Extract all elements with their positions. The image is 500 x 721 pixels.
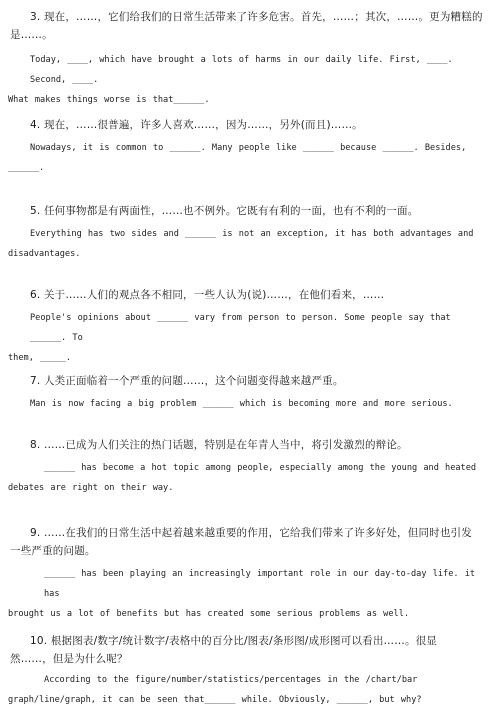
english-line: them, _____. [8,353,72,363]
chinese-line: 4. 现在，……很普遍，许多人喜欢……，因为……，另外(而且)……。 [30,119,363,131]
template-item-7 [0,372,500,414]
english-line: graph/line/graph, it can be seen that______ while. Obviously, ______, but why? [8,695,422,705]
chinese-text [0,116,500,134]
english-line: According to the figure/number/statistics/percentages in the /chart/bar [44,675,418,685]
chinese-text [0,286,500,304]
chinese-line: 8. ……已成为人们关注的热门话题，特别是在年青人当中，将引发激烈的辩论。 [30,439,408,451]
english-text [0,138,500,178]
english-line: brought us a lot of benefits but has created some serious problems as well. [8,609,410,619]
chinese-text [0,524,500,560]
english-line: ______. [8,163,45,173]
english-line: ______ has become a hot topic among people, especially among the young and heated [44,463,477,473]
chinese-line: 是……。 [10,29,53,41]
template-item-3 [0,8,500,110]
chinese-line: 一些严重的问题。 [10,545,96,557]
template-item-8 [0,436,500,498]
template-item-4 [0,116,500,178]
english-line: disadvantages. [8,249,81,259]
english-line: People's opinions about ______ vary from person to person. Some people say that ______. To [30,313,451,343]
template-item-9 [0,524,500,624]
chinese-text [0,436,500,454]
english-line: Nowadays, it is common to ______. Many people like ______ because ______. Besides, [30,143,467,153]
english-text [0,564,500,624]
english-line: What makes things worse is that______. [8,95,210,105]
chinese-line: 9. ……在我们的日常生活中起着越来越重要的作用，它给我们带来了许多好处，但同时也引发 [30,527,472,539]
english-text [0,224,500,264]
template-item-6 [0,286,500,368]
template-item-5 [0,202,500,264]
english-line: debates are right on their way. [8,483,174,493]
chinese-line: 然……，但是为什么呢？ [10,653,128,665]
chinese-text [0,632,500,668]
english-line: Man is now facing a big problem ______ which is becoming more and more serious. [30,399,453,409]
chinese-line: 6. 关于……人们的观点各不相同，一些人认为(说)……，在他们看来，…… [30,289,385,301]
english-line: Everything has two sides and ______ is not an exception, it has both advantages and [30,229,474,239]
english-text [0,50,500,110]
chinese-line: 10. 根据图表/数字/统计数字/表格中的百分比/图表/条形图/成形图可以看出……。很显 [30,635,438,647]
english-line: ______ has been playing an increasingly important role in our day-to-day life. it has [44,569,476,599]
english-text [0,308,500,368]
chinese-text [0,202,500,220]
chinese-line: 5. 任何事物都是有两面性，……也不例外。它既有有利的一面，也有不利的一面。 [30,205,419,217]
english-text [0,458,500,498]
chinese-line: 7. 人类正面临着一个严重的问题……，这个问题变得越来越严重。 [30,375,344,387]
chinese-line: 3. 现在，……，它们给我们的日常生活带来了许多危害。首先，……；其次，……。更为糟糕的 [30,11,483,23]
english-text [0,394,500,414]
english-text [0,670,500,710]
chinese-text [0,8,500,44]
english-line: Today, ____, which have brought a lots of harms in our daily life. First, ____. Second, ____. [30,55,453,85]
chinese-text [0,372,500,390]
template-item-10 [0,632,500,710]
